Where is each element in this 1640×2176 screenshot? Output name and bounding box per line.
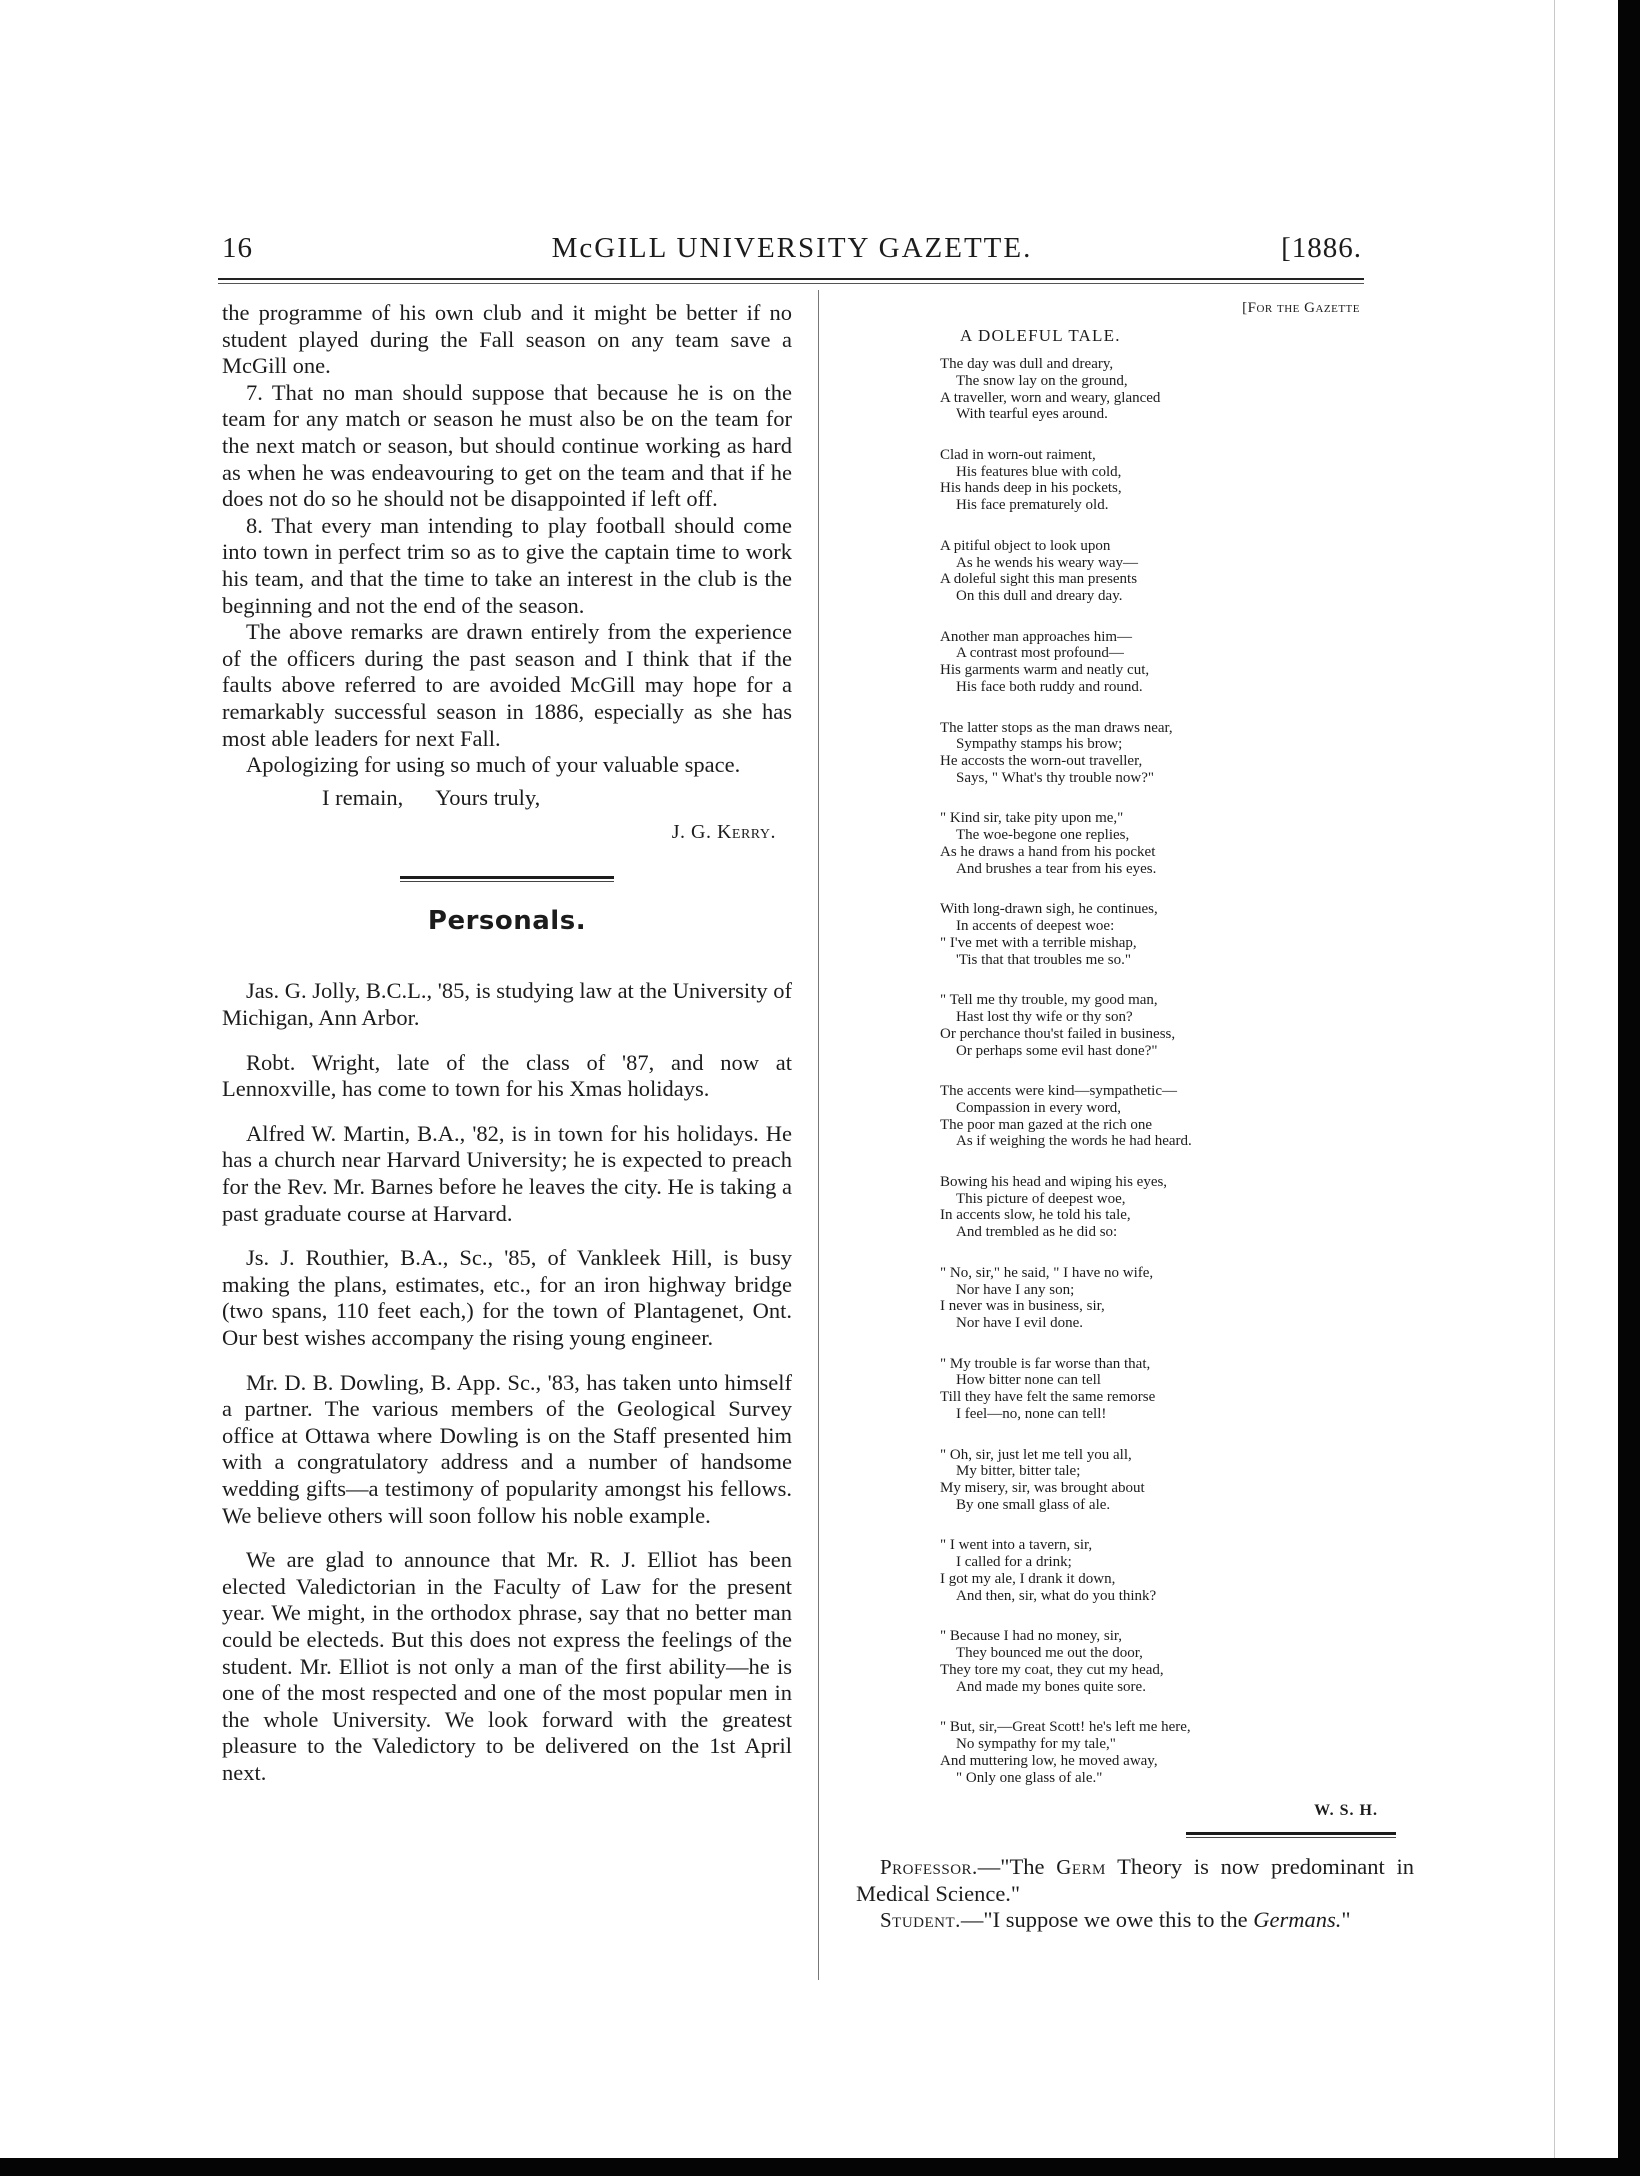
poem-line: " Tell me thy trouble, my good man,	[940, 992, 1158, 1009]
poem-line: Says, " What's thy trouble now?"	[956, 769, 1154, 786]
poem-line: His hands deep in his pockets,	[940, 480, 1122, 497]
poem-stanza	[940, 629, 1360, 696]
poem-line: " Kind sir, take pity upon me,"	[940, 810, 1124, 827]
professor-line	[856, 1854, 1414, 1907]
poem-line: A traveller, worn and weary, glanced	[940, 389, 1161, 406]
poem-line: They tore my coat, they cut my head,	[940, 1661, 1164, 1678]
poem-line: No sympathy for my tale,"	[956, 1735, 1116, 1752]
joke-dialogue	[856, 1854, 1414, 1934]
poem-stanza	[940, 1174, 1360, 1241]
poem-stanza	[940, 992, 1360, 1059]
page-number: 16	[222, 232, 253, 264]
poem-line: The latter stops as the man draws near,	[940, 719, 1173, 736]
poem-stanza	[940, 1083, 1360, 1150]
letter-signature: J. G. Kerry.	[671, 821, 776, 844]
personal-item: Js. J. Routhier, B.A., Sc., '85, of Vankleek Hill, is busy making the plans, estimates, etc., for an iron highway bridge (two spans, 110 feet each,) for the town of Plantagenet, Ont. Our best wishes accompany the rising young engineer.	[222, 1245, 792, 1350]
poem-line: Compassion in every word,	[956, 1099, 1121, 1116]
poem-line: A pitiful object to look upon	[940, 537, 1111, 554]
personals-heading: Personals.	[427, 905, 587, 936]
poem-line: How bitter none can tell	[956, 1372, 1101, 1389]
poem-line: I called for a drink;	[956, 1554, 1072, 1571]
poem-line: The accents were kind—sympathetic—	[940, 1083, 1177, 1099]
personal-item: We are glad to announce that Mr. R. J. Elliot has been elected Valedictorian in the Faculty of Law for the present year. We might, in the orthodox phrase, say that no better man could be electeds. But this does not express the feelings of the student. Mr. Elliot is not only a man of the first ability—he is one of the most respected and one of the most popular men in the whole University. We look forward with the greatest pleasure to the Valedictory to be delivered on the 1st April next.	[222, 1547, 792, 1785]
poem-stanza	[940, 810, 1360, 877]
poem-line: " I've met with a terrible mishap,	[940, 934, 1137, 951]
germ-word: Germ	[1056, 1855, 1106, 1879]
poem-line: Clad in worn-out raiment,	[940, 446, 1096, 463]
poem-line: The woe-begone one replies,	[956, 827, 1130, 844]
poem-line: The snow lay on the ground,	[956, 372, 1128, 389]
poem-line: Hast lost thy wife or thy son?	[956, 1008, 1133, 1025]
poem-line: His features blue with cold,	[956, 463, 1122, 480]
poem-line: I never was in business, sir,	[940, 1298, 1105, 1315]
left-column	[222, 300, 792, 1805]
section-separator	[400, 876, 614, 882]
poem-stanza	[940, 1537, 1360, 1604]
poem-line: The poor man gazed at the rich one	[940, 1116, 1152, 1133]
personal-item: Alfred W. Martin, B.A., '82, is in town for his holidays. He has a church near Harvard University; he is expected to preach for the Rev. Mr. Barnes before he leaves the city. He is taking a past graduate course at Harvard.	[222, 1120, 792, 1226]
poem-line: " I went into a tavern, sir,	[940, 1537, 1093, 1554]
poem-stanza	[940, 1447, 1360, 1514]
poem-line: In accents of deepest woe:	[956, 918, 1115, 935]
poem-line: " Because I had no money, sir,	[940, 1628, 1122, 1645]
germans-word: Germans.	[1253, 1907, 1342, 1933]
poem-line: This picture of deepest woe,	[956, 1190, 1126, 1207]
poem-stanza	[940, 356, 1360, 423]
poem-stanza	[940, 538, 1360, 605]
poem-line: " But, sir,—Great Scott! he's left me here,	[940, 1719, 1191, 1736]
poem-line: The day was dull and dreary,	[940, 356, 1114, 372]
student-label: Student.	[880, 1908, 961, 1933]
professor-text-end: Theory is now predominant in Medical Science."	[856, 1854, 1414, 1906]
page-title: McGILL UNIVERSITY GAZETTE.	[551, 232, 1033, 264]
poem-body	[940, 356, 1360, 1810]
poem-line: Nor have I evil done.	[956, 1315, 1084, 1332]
letter-paragraph: 8. That every man intending to play football should come into town in perfect trim so as to give the captain time to work his team, and that the time to take an interest in the club is the beginning and not the end of the season.	[222, 512, 792, 618]
poem-stanza	[940, 1356, 1360, 1423]
poem-title: A DOLEFUL TALE.	[960, 326, 1121, 345]
letter-paragraph: 7. That no man should suppose that because he is on the team for any match or season he must also be on the team for the next match or season, but should continue working as hard as when he was endeavouring to get on the team and that if he does not do so he should not be disappointed if left off.	[222, 379, 792, 512]
poem-line: " Only one glass of ale."	[956, 1769, 1103, 1786]
poem-line: Or perchance thou'st failed in business,	[940, 1025, 1176, 1042]
header-rule	[218, 278, 1364, 284]
student-text-end: "	[1341, 1907, 1351, 1933]
poem-stanza	[940, 1719, 1360, 1786]
poem-line: Till they have felt the same remorse	[940, 1389, 1156, 1406]
poem-line: Sympathy stamps his brow;	[956, 736, 1123, 753]
poem-stanza	[940, 447, 1360, 514]
poem-line: His face both ruddy and round.	[956, 679, 1143, 696]
poem-line: Another man approaches him—	[940, 628, 1133, 645]
poem-stanza	[940, 720, 1360, 787]
poem-line: His garments warm and neatly cut,	[940, 662, 1150, 679]
poem-stanza	[940, 901, 1360, 968]
poem-line: With tearful eyes around.	[956, 406, 1108, 423]
poem-line: Or perhaps some evil hast done?"	[956, 1042, 1158, 1059]
poem-line: As he draws a hand from his pocket	[940, 843, 1156, 860]
poem-line: As if weighing the words he had heard.	[956, 1133, 1192, 1150]
poem-line: Bowing his head and wiping his eyes,	[940, 1173, 1168, 1190]
poem-line: A doleful sight this man presents	[940, 571, 1138, 588]
letter-paragraph: the programme of his own club and it might be better if no student played during the Fall season on any team save a McGill one.	[222, 300, 792, 379]
closing-remain: I remain,	[322, 784, 404, 810]
scan-edge-right	[1618, 0, 1640, 2176]
poem-line: In accents slow, he told his tale,	[940, 1207, 1131, 1224]
poem-stanza	[940, 1265, 1360, 1332]
professor-text: —"The	[977, 1854, 1057, 1879]
personal-item: Jas. G. Jolly, B.C.L., '85, is studying law at the University of Michigan, Ann Arbor.	[222, 978, 792, 1031]
personal-item: Robt. Wright, late of the class of '87, and now at Lennoxville, has come to town for his Xmas holidays.	[222, 1049, 792, 1102]
professor-label: Professor.	[880, 1855, 978, 1879]
poem-line: On this dull and dreary day.	[956, 588, 1123, 605]
poem-line: And then, sir, what do you think?	[956, 1587, 1157, 1604]
letter-paragraph: The above remarks are drawn entirely from the experience of the officers during the past season and I think that if the faults above referred to are avoided McGill may hope for a remarkably successful season in 1886, especially as she has most able leaders for next Fall.	[222, 619, 792, 751]
poem-line: Nor have I any son;	[956, 1281, 1075, 1298]
poem-line: And brushes a tear from his eyes.	[956, 860, 1157, 877]
poem-line: They bounced me out the door,	[956, 1645, 1143, 1662]
poem-line: " No, sir," he said, " I have no wife,	[940, 1264, 1154, 1281]
poem-line: With long-drawn sigh, he continues,	[940, 901, 1158, 918]
poem-line: And muttering low, he moved away,	[940, 1752, 1158, 1769]
poem-line: My misery, sir, was brought about	[940, 1480, 1145, 1497]
section-separator	[1186, 1832, 1396, 1838]
poem-line: His face prematurely old.	[956, 497, 1109, 514]
poem-line: I feel—no, none can tell!	[956, 1406, 1107, 1423]
poem-signature: W. S. H.	[1314, 1802, 1378, 1819]
poem-line: " My trouble is far worse than that,	[940, 1355, 1151, 1372]
column-divider	[818, 290, 819, 1980]
page-fold-line	[1554, 0, 1555, 2176]
poem-line: " Oh, sir, just let me tell you all,	[940, 1446, 1132, 1463]
poem-attribution: [For the Gazette	[1242, 300, 1360, 316]
poem-line: By one small glass of ale.	[956, 1496, 1111, 1513]
closing-yours: Yours truly,	[435, 784, 541, 810]
poem-stanza	[940, 1628, 1360, 1695]
poem-line: He accosts the worn-out traveller,	[940, 753, 1143, 770]
letter-closing	[222, 785, 792, 812]
page-year: [1886.	[1281, 232, 1362, 264]
page-header	[222, 232, 1362, 272]
scan-edge-bottom	[0, 2158, 1640, 2176]
poem-line: And trembled as he did so:	[956, 1224, 1118, 1241]
poem-line: I got my ale, I drank it down,	[940, 1570, 1116, 1587]
student-text: —"I suppose we owe this to the	[960, 1907, 1254, 1933]
letter-paragraph: Apologizing for using so much of your valuable space.	[246, 752, 741, 778]
poem-line: My bitter, bitter tale;	[956, 1463, 1081, 1480]
personal-item: Mr. D. B. Dowling, B. App. Sc., '83, has taken unto himself a partner. The various members of the Geological Survey office at Ottawa where Dowling is on the Staff presented him with a congratulatory address and a number of handsome wedding gifts—a testimony of popularity amongst his fellows. We believe others will soon follow his noble example.	[222, 1369, 792, 1528]
poem-line: As he wends his weary way—	[956, 554, 1139, 571]
student-line	[856, 1907, 1414, 1934]
poem-line: A contrast most profound—	[956, 645, 1124, 662]
poem-line: 'Tis that that troubles me so."	[956, 951, 1131, 968]
poem-line: And made my bones quite sore.	[956, 1678, 1146, 1695]
